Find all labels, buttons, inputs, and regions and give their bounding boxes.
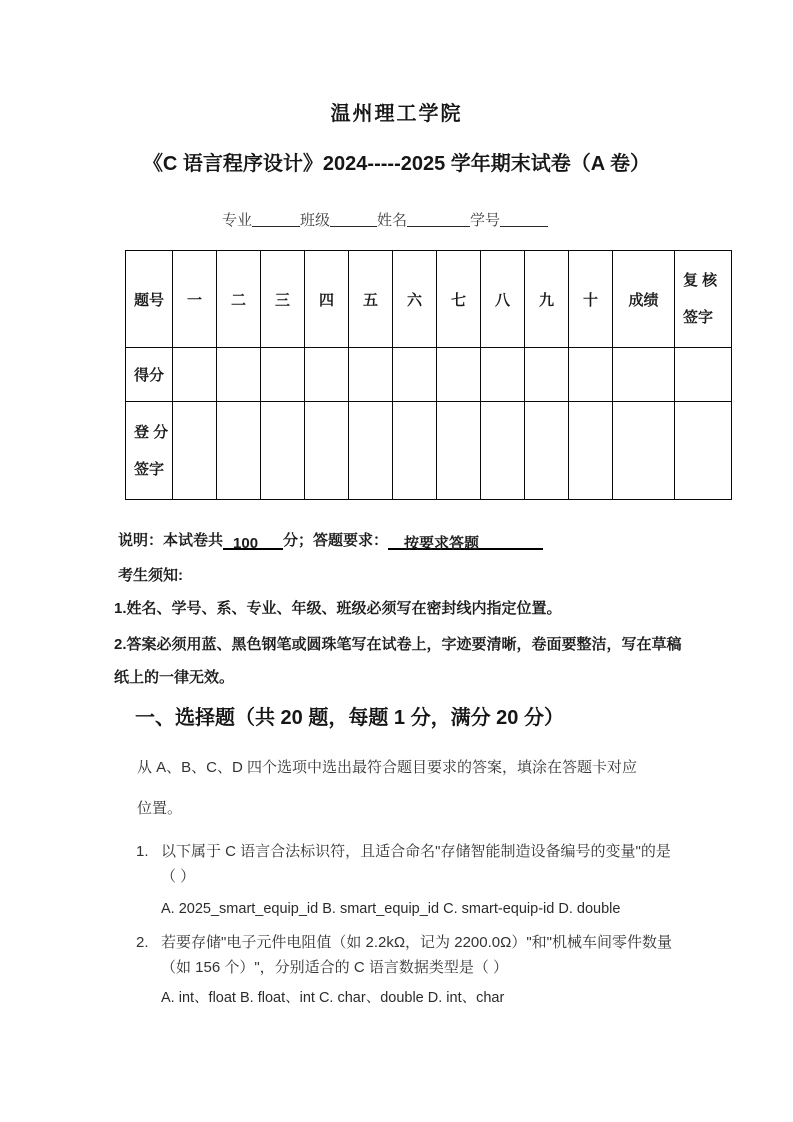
col-header-5: 五	[349, 251, 393, 348]
col-header-3: 三	[261, 251, 305, 348]
student-info-line	[222, 211, 548, 231]
col-header-4: 四	[305, 251, 349, 348]
sign-cell-empty	[481, 402, 525, 500]
score-cell-empty	[393, 348, 437, 402]
section-1-intro	[137, 747, 637, 829]
exam-note-middle: 分；答题要求：	[283, 532, 389, 549]
question-1	[136, 839, 696, 889]
sign-cell-empty	[437, 402, 481, 500]
col-header-1: 一	[173, 251, 217, 348]
section-1-intro-line2: 位置。	[137, 800, 183, 817]
score-cell-empty	[305, 348, 349, 402]
sign-cell-empty	[261, 402, 305, 500]
score-cell-empty	[349, 348, 393, 402]
question-1-number: 1.	[136, 843, 149, 860]
question-number-header: 题号	[126, 251, 173, 348]
question-2-options: A. int、float B. float、int C. char、double D. int、char	[161, 990, 505, 1006]
question-2-text	[161, 930, 696, 980]
student-id-blank-line	[500, 211, 548, 227]
review-sign-line2: 签字	[683, 309, 714, 326]
col-header-2: 二	[217, 251, 261, 348]
score-row	[126, 348, 732, 402]
class-label: 班级	[300, 212, 331, 229]
candidate-notice-2-line1: 2.答案必须用蓝、黑色钢笔或圆珠笔写在试卷上，字迹要清晰，卷面要整洁，写在草稿	[114, 636, 682, 653]
major-label: 专业	[222, 212, 253, 229]
score-cell-empty	[261, 348, 305, 402]
sign-cell-empty	[305, 402, 349, 500]
candidate-notice-1: 1.姓名、学号、系、专业、年级、班级必须写在密封线内指定位置。	[114, 600, 562, 617]
university-title: 温州理工学院	[330, 103, 463, 125]
answer-requirement-blank: 按要求答题	[388, 534, 543, 550]
col-header-7: 七	[437, 251, 481, 348]
question-1-options: A. 2025_smart_equip_id B. smart_equip_id C. smart-equip-id D. double	[161, 901, 621, 917]
sign-cell-empty	[675, 402, 732, 500]
section-1-heading: 一、选择题（共 20 题，每题 1 分，满分 20 分）	[135, 707, 564, 729]
score-row-label: 得分	[126, 348, 173, 402]
candidate-notice-title: 考生须知:	[118, 567, 183, 584]
question-2	[136, 930, 696, 980]
student-id-label: 学号	[470, 212, 501, 229]
score-cell-empty	[613, 348, 675, 402]
register-sign-label	[126, 402, 173, 500]
section-1-intro-line1: 从 A、B、C、D 四个选项中选出最符合题目要求的答案，填涂在答题卡对应	[137, 759, 638, 776]
register-sign-line1: 登 分	[134, 423, 169, 441]
question-2-number: 2.	[136, 934, 149, 951]
score-cell-empty	[675, 348, 732, 402]
name-label: 姓名	[377, 212, 408, 229]
exam-note-prefix: 说明：本试卷共	[118, 532, 224, 549]
score-cell-empty	[525, 348, 569, 402]
review-sign-line1: 复 核	[683, 272, 718, 289]
review-sign-header	[675, 251, 732, 348]
table-header-row	[126, 251, 732, 348]
question-1-line2: （ ）	[161, 868, 196, 885]
candidate-notice-2-line2: 纸上的一律无效。	[114, 669, 235, 686]
sign-cell-empty	[217, 402, 261, 500]
col-header-9: 九	[525, 251, 569, 348]
score-cell-empty	[569, 348, 613, 402]
col-header-8: 八	[481, 251, 525, 348]
sign-cell-empty	[613, 402, 675, 500]
name-blank-line	[407, 211, 470, 227]
exam-paper-title: 《C 语言程序设计》2024-----2025 学年期末试卷（A 卷）	[142, 153, 651, 175]
score-cell-empty	[437, 348, 481, 402]
sign-cell-empty	[525, 402, 569, 500]
sign-cell-empty	[349, 402, 393, 500]
register-sign-row	[126, 402, 732, 500]
score-cell-empty	[217, 348, 261, 402]
question-2-line1: 若要存储"电子元件电阻值（如 2.2kΩ，记为 2200.0Ω）"和"机械车间零件数量	[161, 934, 672, 951]
register-sign-line2: 签字	[134, 460, 165, 478]
total-points-blank: 100	[223, 534, 283, 550]
candidate-notice-2	[114, 628, 682, 694]
question-1-text	[161, 839, 696, 889]
exam-note-line	[118, 531, 543, 551]
question-2-line2: （如 156 个）"，分别适合的 C 语言数据类型是（ ）	[161, 959, 509, 976]
question-1-line1: 以下属于 C 语言合法标识符，且适合命名"存储智能制造设备编号的变量"的是	[161, 843, 671, 860]
sign-cell-empty	[569, 402, 613, 500]
major-blank-line	[252, 211, 300, 227]
sign-cell-empty	[393, 402, 437, 500]
sign-cell-empty	[173, 402, 217, 500]
col-header-6: 六	[393, 251, 437, 348]
class-blank-line	[330, 211, 377, 227]
total-score-header: 成绩	[613, 251, 675, 348]
col-header-10: 十	[569, 251, 613, 348]
score-cell-empty	[173, 348, 217, 402]
score-summary-table	[125, 250, 732, 500]
score-cell-empty	[481, 348, 525, 402]
